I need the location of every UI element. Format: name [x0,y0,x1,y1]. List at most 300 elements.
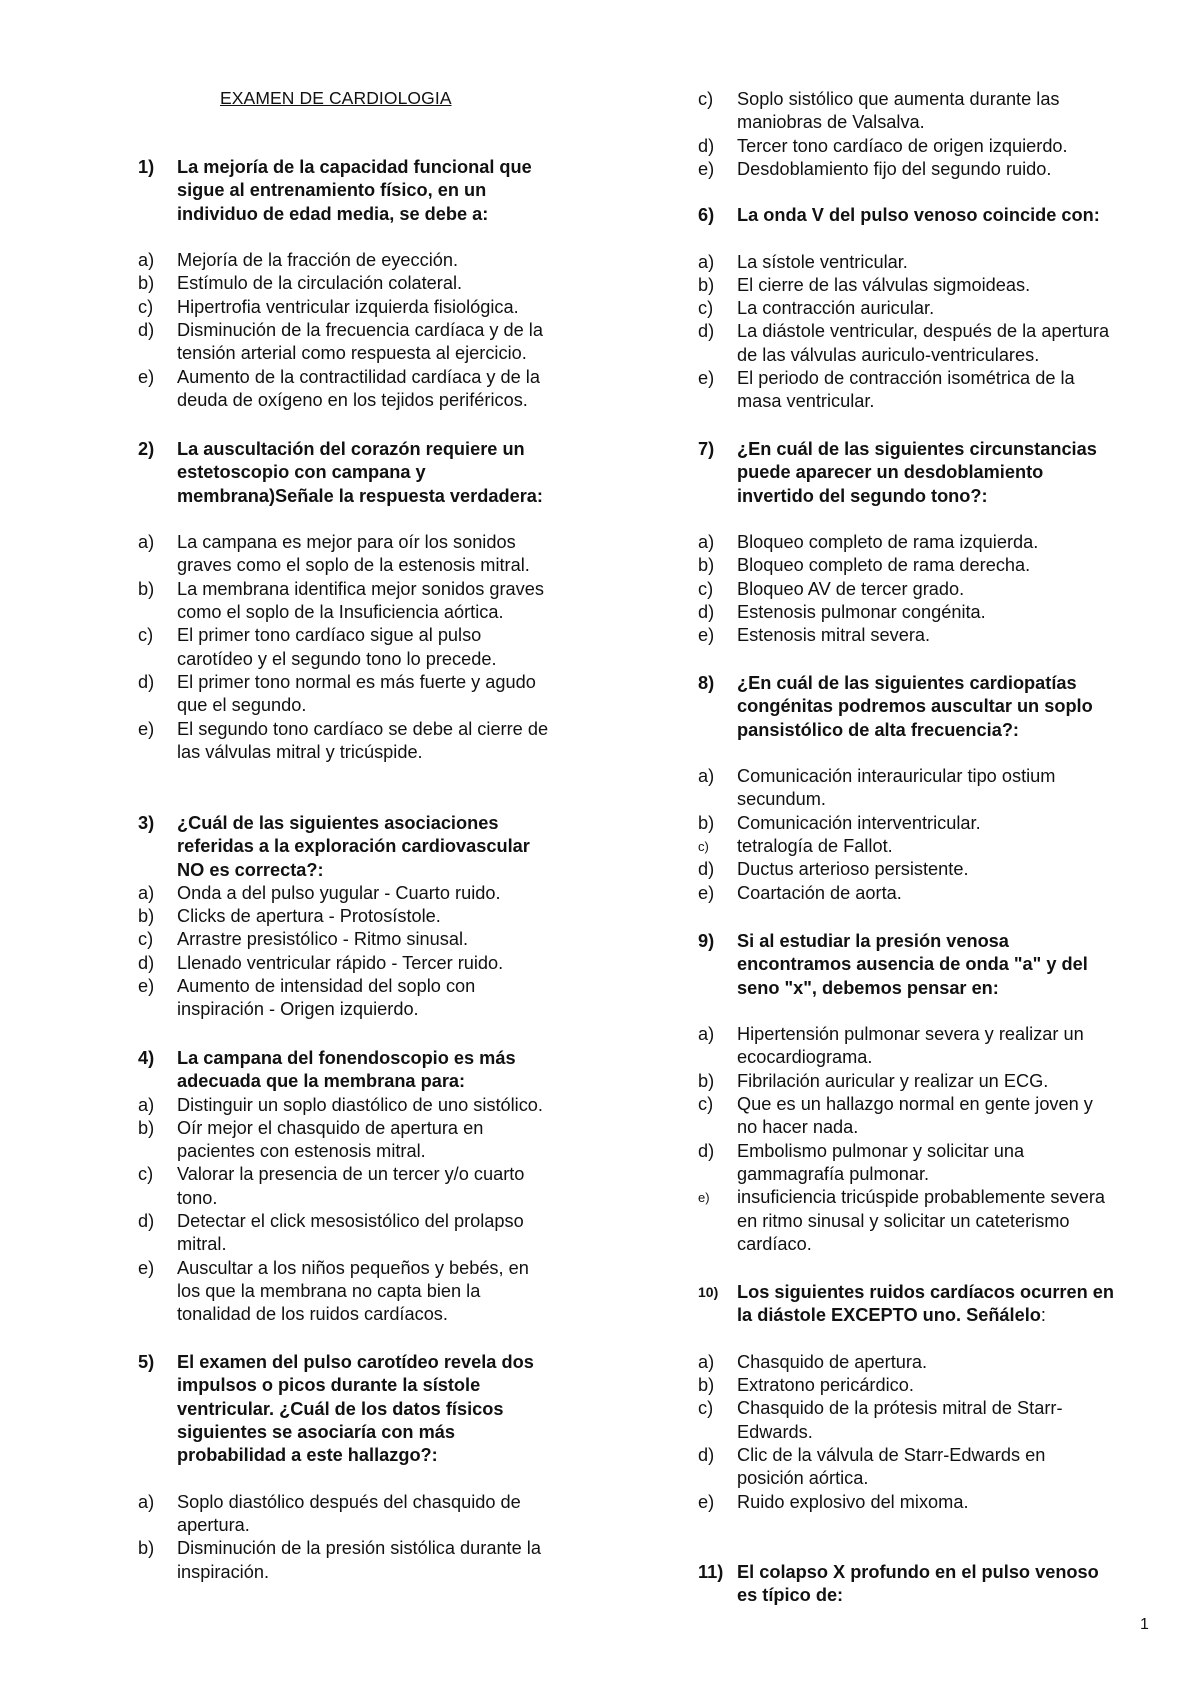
question-stem [698,204,1168,227]
option-letter: e) [698,368,715,389]
question-stem [698,1281,1168,1328]
option-letter: b) [698,1070,715,1091]
question-line: pansistólico de alta frecuencia?: [737,719,1019,740]
answer-option [138,319,608,366]
spacer [138,508,608,531]
question-block [698,930,1168,1256]
option-line: Edwards. [737,1421,813,1442]
answer-option [138,975,608,1022]
answer-option [138,1094,608,1117]
question-block [698,88,1168,181]
option-text [177,928,608,951]
option-line: insuficiencia tricúspide probablemente severa [737,1187,1105,1208]
option-letter: e) [698,1491,715,1512]
spacer [698,1328,1168,1351]
question-line: El examen del pulso carotídeo revela dos [177,1352,534,1372]
answer-option [698,812,1168,835]
spacer [698,1000,1168,1023]
option-text [737,1351,1168,1374]
answer-option [138,1537,608,1584]
option-line: Disminución de la presión sistólica durante la [177,1538,541,1559]
question-line: impulsos o picos durante la sístole [177,1375,481,1396]
option-line: Ductus arterioso persistente. [737,859,969,880]
option-letter: a) [138,532,155,553]
question-line: ¿En cuál de las siguientes circunstancias [737,439,1097,459]
answer-option [138,531,608,578]
question-line: seno "x", debemos pensar en: [737,977,999,998]
option-text [177,1210,608,1257]
question-line: El colapso X profundo en el pulso venoso [737,1562,1099,1582]
option-text [737,1374,1168,1397]
answer-option [698,1444,1168,1491]
option-text [177,718,608,765]
answer-option [698,251,1168,274]
question-line: La auscultación del corazón requiere un [177,439,525,459]
option-letter: d) [698,1445,715,1466]
option-text [177,1163,608,1210]
option-line: Llenado ventricular rápido - Tercer ruido. [177,952,504,973]
option-letter: d) [138,1211,155,1232]
answer-option [698,297,1168,320]
answer-option [698,1023,1168,1070]
answer-option [138,1163,608,1210]
question-number: 11) [698,1562,724,1582]
question-number: 3) [138,813,155,833]
question-text [737,1281,1168,1328]
answer-option [698,858,1168,881]
option-line: Comunicación interauricular tipo ostium [737,766,1056,787]
option-line: Chasquido de apertura. [737,1351,928,1372]
option-letter: a) [698,1024,715,1045]
question-line: ¿Cuál de las siguientes asociaciones [177,813,499,833]
question-line: es típico de: [737,1585,844,1606]
option-letter: d) [698,602,715,623]
answer-option [698,1397,1168,1444]
answer-option [698,765,1168,812]
spacer [698,227,1168,250]
answer-option [698,88,1168,135]
option-line: Auscultar a los niños pequeños y bebés, en [177,1257,529,1278]
option-line: mitral. [177,1234,227,1255]
option-line: La membrana identifica mejor sonidos graves [177,578,544,599]
option-letter: c) [138,625,154,646]
option-text [737,251,1168,274]
question-number: 2) [138,439,155,459]
question-text [737,204,1168,227]
answer-option [698,1186,1168,1256]
answer-option [138,718,608,765]
answer-option [698,1093,1168,1140]
option-text [737,882,1168,905]
option-letter: c) [698,298,714,319]
option-line: Bloqueo AV de tercer grado. [737,578,965,599]
question-block [698,672,1168,905]
answer-option [698,158,1168,181]
option-letter: c) [698,1094,714,1115]
option-letter: e) [138,976,155,997]
option-text [177,905,608,928]
option-line: masa ventricular. [737,391,875,412]
option-line: Ruido explosivo del mixoma. [737,1491,969,1512]
option-line: tensión arterial como respuesta al ejercicio. [177,343,527,364]
option-line: Soplo diastólico después del chasquido de [177,1491,521,1512]
answer-option [138,366,608,413]
question-line: NO es correcta?: [177,859,324,880]
spacer [138,1467,608,1490]
question-text [177,156,608,226]
option-letter: d) [698,321,715,342]
question-number: 8) [698,673,715,693]
option-line: La campana es mejor para oír los sonidos [177,532,516,553]
option-line: Coartación de aorta. [737,882,902,903]
question-line: siguientes se asociaría con más [177,1421,455,1442]
question-line: ventricular. ¿Cuál de los datos físicos [177,1398,504,1419]
option-line: gammagrafía pulmonar. [737,1163,930,1184]
question-line: La mejoría de la capacidad funcional que [177,157,532,177]
question-number: 7) [698,439,715,459]
question-text [177,438,608,508]
question-number: 4) [138,1048,155,1068]
option-line: Clic de la válvula de Starr-Edwards en [737,1445,1046,1466]
option-letter: b) [138,1117,155,1138]
option-text [177,1117,608,1164]
option-text [737,835,1168,858]
option-line: Aumento de intensidad del soplo con [177,976,476,997]
question-line: invertido del segundo tono?: [737,485,988,506]
option-text [737,367,1168,414]
question-block [698,1281,1168,1514]
option-line: tetralogía de Fallot. [737,836,893,857]
answer-option [698,601,1168,624]
question-stem [698,438,1168,508]
option-letter: b) [698,274,715,295]
question-stem [138,438,608,508]
option-line: Valorar la presencia de un tercer y/o cuarto [177,1164,525,1185]
option-letter: d) [138,952,155,973]
option-letter: a) [698,532,715,553]
option-letter: c) [138,1164,154,1185]
option-text [737,858,1168,881]
question-line: membrana)Señale la respuesta verdadera: [177,485,543,506]
question-line: puede aparecer un desdoblamiento [737,462,1044,483]
option-text [737,531,1168,554]
spacer [698,508,1168,531]
answer-option [698,135,1168,158]
option-letter: b) [138,906,155,927]
option-line: Estímulo de la circulación colateral. [177,273,463,294]
option-text [737,624,1168,647]
option-text [737,1186,1168,1256]
option-text [737,297,1168,320]
option-line: de las válvulas auriculo-ventriculares. [737,344,1040,365]
option-letter: b) [138,578,155,599]
answer-option [698,882,1168,905]
question-stem [698,1561,1168,1608]
option-line: Clicks de apertura - Protosístole. [177,906,441,927]
page-number: 1 [1140,1616,1149,1633]
answer-option [698,1070,1168,1093]
answer-option [698,274,1168,297]
option-text [177,578,608,625]
answer-option [138,1491,608,1538]
option-text [737,554,1168,577]
option-letter: c) [698,839,709,855]
answer-option [698,531,1168,554]
option-line: Comunicación interventricular. [737,812,981,833]
option-line: secundum. [737,789,826,810]
answer-option [138,624,608,671]
question-line: Si al estudiar la presión venosa [737,931,1009,951]
option-line: Hipertensión pulmonar severa y realizar un [737,1024,1084,1045]
question-line: la diástole EXCEPTO uno. Señálelo: [737,1305,1046,1326]
option-letter: d) [698,859,715,880]
option-letter: c) [138,929,154,950]
option-letter: a) [698,1351,715,1372]
option-text [177,671,608,718]
option-letter: e) [138,1257,155,1278]
question-line: Los siguientes ruidos cardíacos ocurren en [737,1282,1114,1302]
option-line: El primer tono normal es más fuerte y agudo [177,671,536,692]
option-letter: b) [138,273,155,294]
option-text [737,1070,1168,1093]
question-block [698,438,1168,648]
option-text [177,1491,608,1538]
option-line: Tercer tono cardíaco de origen izquierdo. [737,135,1068,156]
option-line: Arrastre presistólico - Ritmo sinusal. [177,929,469,950]
option-text [177,952,608,975]
question-block [138,812,608,1022]
answer-option [698,578,1168,601]
option-text [737,1491,1168,1514]
option-text [177,1257,608,1327]
question-line: probabilidad a este hallazgo?: [177,1445,438,1466]
question-line: estetoscopio con campana y [177,462,426,483]
answer-option [698,624,1168,647]
answer-option [698,1351,1168,1374]
answer-option [138,882,608,905]
option-text [737,88,1168,135]
option-text [177,1537,608,1584]
question-number: 5) [138,1352,155,1372]
option-line: maniobras de Valsalva. [737,112,925,133]
option-letter: c) [698,1398,714,1419]
answer-option [138,905,608,928]
option-line: Oír mejor el chasquido de apertura en [177,1117,484,1138]
option-line: carotídeo y el segundo tono lo precede. [177,648,497,669]
option-text [177,1094,608,1117]
question-line: encontramos ausencia de onda "a" y del [737,954,1088,975]
question-number: 10) [698,1284,719,1300]
option-line: apertura. [177,1515,250,1536]
question-text [177,812,608,882]
option-line: Detectar el click mesosistólico del prolapso [177,1211,524,1232]
option-text [737,135,1168,158]
option-letter: a) [138,250,155,271]
question-text [737,438,1168,508]
option-letter: b) [138,1538,155,1559]
question-number: 1) [138,157,155,177]
option-letter: e) [698,625,715,646]
option-text [177,975,608,1022]
spacer [698,742,1168,765]
option-line: Distinguir un soplo diastólico de uno sistólico. [177,1094,543,1115]
answer-option [138,1117,608,1164]
option-letter: d) [138,320,155,341]
option-text [737,1444,1168,1491]
option-line: Estenosis mitral severa. [737,625,931,646]
question-stem [698,930,1168,1000]
option-line: Hipertrofia ventricular izquierda fisiológica. [177,296,519,317]
answer-option [138,296,608,319]
option-letter: a) [698,766,715,787]
option-letter: c) [698,578,714,599]
question-stem [138,1047,608,1094]
option-text [177,319,608,366]
option-letter: c) [698,89,714,109]
spacer [138,226,608,249]
question-line: adecuada que la membrana para: [177,1071,466,1092]
option-line: Embolismo pulmonar y solicitar una [737,1140,1025,1161]
answer-option [698,320,1168,367]
option-text [737,158,1168,181]
question-line: La onda V del pulso venoso coincide con: [737,205,1100,225]
option-letter: a) [138,1491,155,1512]
option-line: en ritmo sinusal y solicitar un cateterismo [737,1210,1070,1231]
option-text [737,578,1168,601]
option-line: La diástole ventricular, después de la apertura [737,321,1110,342]
question-text [177,1047,608,1094]
question-block [138,1047,608,1327]
answer-option [138,578,608,625]
answer-option [698,835,1168,858]
question-line: individuo de edad media, se debe a: [177,203,489,224]
question-text [737,672,1168,742]
answer-option [138,1257,608,1327]
option-text [177,249,608,272]
question-text [737,930,1168,1000]
answer-option [698,1374,1168,1397]
option-line: posición aórtica. [737,1468,869,1489]
option-line: como el soplo de la Insuficiencia aórtica. [177,602,504,623]
option-line: Bloqueo completo de rama izquierda. [737,532,1039,553]
option-line: cardíaco. [737,1233,812,1254]
answer-option [698,554,1168,577]
option-line: graves como el soplo de la estenosis mitral. [177,555,530,576]
option-line: Estenosis pulmonar congénita. [737,602,986,623]
option-line: El cierre de las válvulas sigmoideas. [737,274,1031,295]
option-line: inspiración - Origen izquierdo. [177,999,419,1020]
option-text [737,1093,1168,1140]
question-line: congénitas podremos auscultar un soplo [737,696,1093,717]
option-line: Bloqueo completo de rama derecha. [737,555,1031,576]
option-line: Chasquido de la prótesis mitral de Starr- [737,1398,1063,1419]
question-text [177,1351,608,1467]
option-line: ecocardiograma. [737,1047,873,1068]
option-letter: d) [138,671,155,692]
option-line: tonalidad de los ruidos cardíacos. [177,1304,448,1325]
option-line: los que la membrana no capta bien la [177,1280,481,1301]
question-number: 9) [698,931,715,951]
option-text [737,1397,1168,1444]
option-text [737,601,1168,624]
option-line: Aumento de la contractilidad cardíaca y de la [177,366,540,387]
option-text [177,296,608,319]
option-line: Soplo sistólico que aumenta durante las [737,89,1060,109]
question-line: La campana del fonendoscopio es más [177,1048,516,1068]
option-letter: a) [138,1094,155,1115]
option-text [177,366,608,413]
question-block [138,156,608,412]
option-line: tono. [177,1187,218,1208]
option-line: deuda de oxígeno en los tejidos periféricos. [177,389,528,410]
option-line: Extratono pericárdico. [737,1375,914,1396]
option-letter: a) [138,882,155,903]
option-text [737,320,1168,367]
option-line: La sístole ventricular. [737,251,908,272]
option-text [737,1140,1168,1187]
option-letter: e) [698,158,715,179]
option-line: Onda a del pulso yugular - Cuarto ruido. [177,882,501,903]
option-text [737,812,1168,835]
question-block [138,438,608,764]
option-letter: b) [698,812,715,833]
option-letter: b) [698,555,715,576]
option-letter: e) [138,718,155,739]
option-text [177,882,608,905]
option-letter: c) [138,296,154,317]
question-block [138,1351,608,1584]
option-line: Disminución de la frecuencia cardíaca y de la [177,320,543,341]
answer-option [698,1491,1168,1514]
question-line: sigue al entrenamiento físico, en un [177,180,487,201]
option-line: La contracción auricular. [737,298,935,319]
option-text [737,1023,1168,1070]
question-line: referidas a la exploración cardiovascular [177,836,530,857]
answer-option [698,1140,1168,1187]
option-letter: a) [698,251,715,272]
option-letter: d) [698,135,715,156]
answer-option [138,952,608,975]
answer-option [138,272,608,295]
option-line: que el segundo. [177,695,307,716]
option-line: Mejoría de la fracción de eyección. [177,250,459,271]
option-letter: b) [698,1375,715,1396]
option-line: no hacer nada. [737,1117,859,1138]
option-line: las válvulas mitral y tricúspide. [177,741,423,762]
answer-option [138,671,608,718]
question-stem [138,812,608,882]
option-line: El periodo de contracción isométrica de la [737,368,1075,389]
option-line: El primer tono cardíaco sigue al pulso [177,625,482,646]
question-stem [138,1351,608,1467]
option-letter: e) [698,1190,710,1206]
option-text [177,531,608,578]
question-stem [138,156,608,226]
option-text [737,274,1168,297]
exam-title: EXAMEN DE CARDIOLOGIA [220,88,452,108]
question-line: ¿En cuál de las siguientes cardiopatías [737,673,1077,693]
option-letter: d) [698,1140,715,1161]
option-line: Fibrilación auricular y realizar un ECG. [737,1070,1049,1091]
option-line: El segundo tono cardíaco se debe al cierre de [177,718,549,739]
option-text [737,765,1168,812]
answer-option [698,367,1168,414]
question-number: 6) [698,205,715,225]
question-text [737,1561,1168,1608]
option-letter: e) [698,882,715,903]
option-line: Desdoblamiento fijo del segundo ruido. [737,158,1052,179]
answer-option [138,249,608,272]
